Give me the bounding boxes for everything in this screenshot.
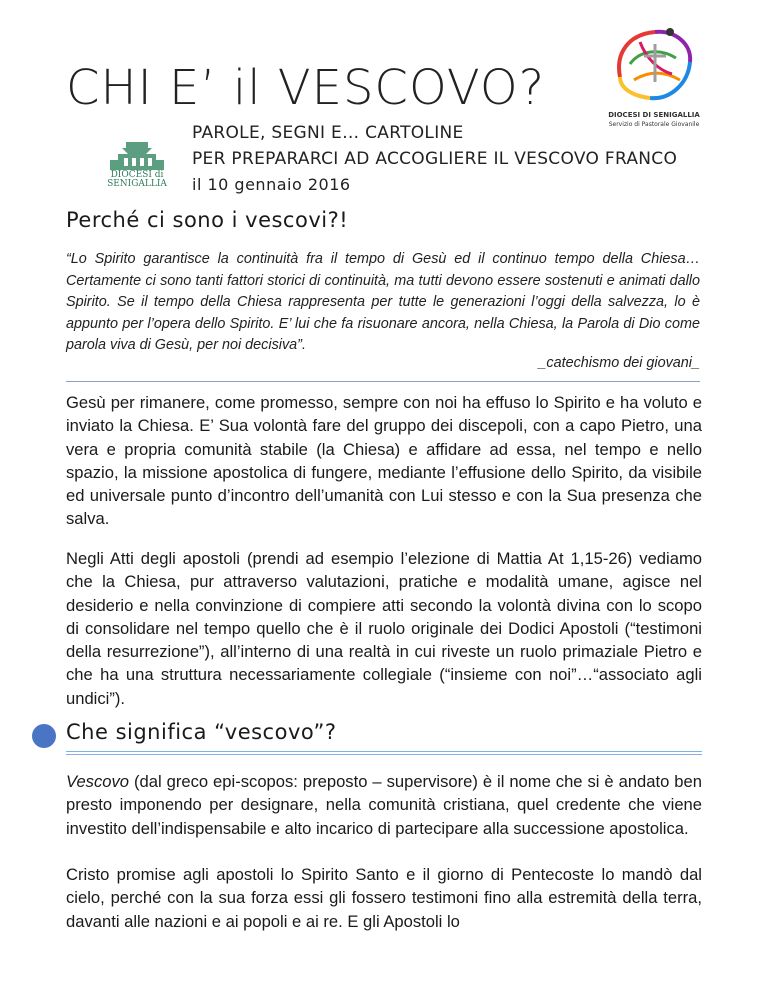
heading-underline-top — [66, 751, 702, 752]
paragraph-3 — [66, 770, 702, 840]
youth-logo-service: Servizio di Pastorale Giovanile — [608, 121, 700, 128]
diocese-building-logo — [96, 140, 178, 198]
diocese-logo-line1: DIOCESI di — [110, 170, 164, 180]
paragraph-1: Gesù per rimanere, come promesso, sempre con noi ha effuso lo Spirito e ha voluto e inviato la Chiesa. E’ Sua volontà fare del gruppo dei discepoli, con a capo Pietro, una vera e propria comunità stabile (la Chiesa) e affidare ad essa, nel tempo e nello spazio, la missione apostolica di fungere, mediante l’effusione dello Spirito, da visibile ed universale punto d’incontro dell’umanità con Lui stesso e con la Sua presenza che salva. — [66, 393, 702, 529]
section-heading-2: Che significa “vescovo”? — [66, 720, 337, 744]
paragraph-4: Cristo promise agli apostoli lo Spirito Santo e il giorno di Pentecoste lo mandò dal cielo, perché con la sua forza essi gli fossero testimoni fino alla estremità della terra, davanti alle nazioni e ai popoli e ai re. E gli Apostoli lo — [66, 865, 702, 931]
quote-source: _catechismo dei giovani_ — [538, 355, 700, 371]
paragraph-3-text: (dal greco epi-scopos: preposto – supervisore) è il nome che si è andato ben presto imponendo per designare, nella comunità cristiana, quel credente che viene investito dell’indispensabile e alto incarico di partecipare alla successione apostolica. — [66, 772, 702, 838]
subtitle-line-2: PER PREPARARCI AD ACCOGLIERE IL VESCOVO FRANCO — [192, 149, 678, 169]
youth-logo-name: DIOCESI DI SENIGALLIA — [608, 111, 700, 119]
term-vescovo: Vescovo — [66, 772, 130, 791]
diocese-logo-line2: SENIGALLIA — [107, 179, 167, 189]
subtitle-line-1: PAROLE, SEGNI E… CARTOLINE — [192, 123, 464, 143]
youth-service-logo — [610, 22, 700, 108]
diocese-logo-text — [96, 171, 178, 189]
quote-divider — [66, 381, 700, 382]
section-heading-1: Perché ci sono i vescovi?! — [66, 208, 349, 232]
subtitle-date: il 10 gennaio 2016 — [192, 175, 351, 194]
page-title: CHI E’ il VESCOVO? — [66, 60, 546, 116]
section-bullet-dot — [32, 724, 56, 748]
catechism-quote: “Lo Spirito garantisce la continuità fra il tempo di Gesù ed il continuo tempo della Chiesa… Certamente ci sono tanti fattori storici di continuità, ma tutti devono essere sostenuti e animati dallo Spirito. Se il tempo della Chiesa rappresenta per tutte le generazioni l’oggi della salvezza, lo è appunto per l’opera dello Spirito. E’ lui che fa risuonare ancora, nella Chiesa, la Parola di Dio come parola viva di Gesù, per noi decisiva”. — [66, 251, 700, 353]
paragraph-2: Negli Atti degli apostoli (prendi ad esempio l’elezione di Mattia At 1,15-26) vediamo che la Chiesa, pur attraverso valutazioni, pratiche e modalità umane, agisce nel desiderio e nella convinzione di compiere atti secondo la volontà divina con lo scopo di consolidare nel tempo quello che è il ruolo originale dei Dodici Apostoli (“testimoni della resurrezione”), all’interno di una realtà in cui riveste un ruolo primaziale Pietro e che ha una struttura necessariamente collegiale (“insieme con noi”…“associato agli undici”). — [66, 549, 702, 708]
heading-underline-bottom — [66, 754, 702, 755]
